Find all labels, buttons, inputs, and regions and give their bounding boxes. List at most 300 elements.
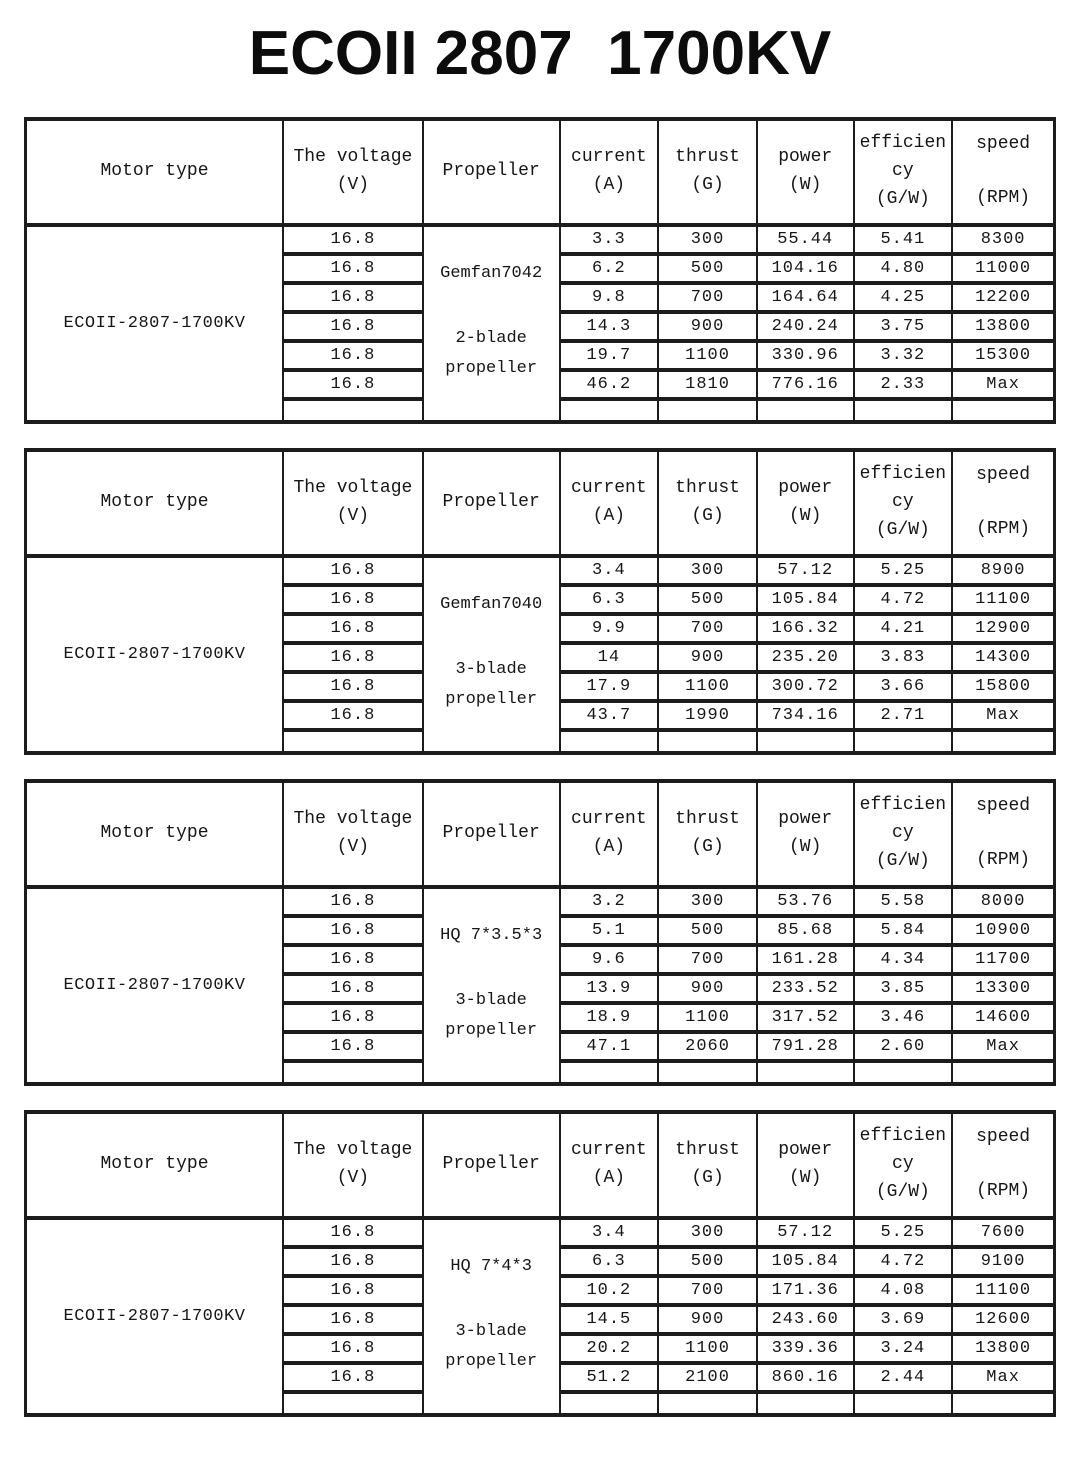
header-speed-line: speed xyxy=(976,134,1031,155)
propeller-name: Gemfan7040 xyxy=(440,595,543,614)
cell-speed: 11100 xyxy=(952,1276,1054,1305)
cell-voltage: 16.8 xyxy=(283,312,423,341)
cell-propeller xyxy=(423,225,560,422)
cell-efficiency: 5.84 xyxy=(854,916,953,945)
empty-cell xyxy=(658,730,757,753)
header-voltage-line: The voltage xyxy=(293,147,413,168)
empty-cell xyxy=(560,399,659,422)
cell-power: 104.16 xyxy=(757,254,854,283)
cell-voltage: 16.8 xyxy=(283,225,423,254)
empty-cell xyxy=(952,730,1054,753)
cell-current: 9.8 xyxy=(560,283,659,312)
propeller-blade-line: 3-blade xyxy=(455,659,527,679)
cell-motor-type: ECOII-2807-1700KV xyxy=(26,1218,283,1415)
header-efficiency-line: efficien xyxy=(859,795,947,816)
header-efficiency-line: cy xyxy=(892,492,914,513)
cell-speed: 15800 xyxy=(952,672,1054,701)
cell-thrust: 1100 xyxy=(658,341,757,370)
header-current-line: (A) xyxy=(592,837,626,857)
header-thrust-line: (G) xyxy=(691,175,724,195)
header-efficiency-line: (G/W) xyxy=(875,1181,930,1202)
cell-power: 233.52 xyxy=(757,974,854,1003)
cell-efficiency: 3.83 xyxy=(854,643,953,672)
cell-motor-type: ECOII-2807-1700KV xyxy=(26,556,283,753)
cell-thrust: 2060 xyxy=(658,1032,757,1061)
header-speed xyxy=(952,119,1054,225)
cell-efficiency: 3.85 xyxy=(854,974,953,1003)
header-efficiency xyxy=(854,450,953,556)
header-row xyxy=(26,119,1054,225)
cell-efficiency: 4.34 xyxy=(854,945,953,974)
header-propeller xyxy=(423,119,560,225)
cell-thrust: 1810 xyxy=(658,370,757,399)
cell-current: 3.3 xyxy=(560,225,659,254)
cell-efficiency: 3.69 xyxy=(854,1305,953,1334)
header-current-line: current xyxy=(571,147,647,168)
cell-speed: 14300 xyxy=(952,643,1054,672)
header-efficiency xyxy=(854,781,953,887)
header-voltage-line: (V) xyxy=(336,837,370,857)
cell-thrust: 1100 xyxy=(658,1334,757,1363)
header-efficiency-line: (G/W) xyxy=(875,188,930,209)
empty-cell xyxy=(658,1061,757,1084)
cell-speed: 12200 xyxy=(952,283,1054,312)
header-voltage-line: (V) xyxy=(336,1168,370,1188)
cell-speed: 11700 xyxy=(952,945,1054,974)
cell-speed: 11000 xyxy=(952,254,1054,283)
cell-speed: Max xyxy=(952,701,1054,730)
header-efficiency-line: (G/W) xyxy=(875,519,930,540)
cell-thrust: 500 xyxy=(658,916,757,945)
header-voltage xyxy=(283,119,423,225)
empty-cell xyxy=(952,1061,1054,1084)
cell-speed: 10900 xyxy=(952,916,1054,945)
cell-efficiency: 2.60 xyxy=(854,1032,953,1061)
cell-current: 6.3 xyxy=(560,585,659,614)
cell-speed: 9100 xyxy=(952,1247,1054,1276)
header-current-line: (A) xyxy=(592,506,626,526)
motor-spec-table xyxy=(24,1110,1056,1417)
cell-efficiency: 4.25 xyxy=(854,283,953,312)
cell-power: 330.96 xyxy=(757,341,854,370)
table-row xyxy=(26,887,1054,916)
empty-cell xyxy=(283,1061,423,1084)
cell-efficiency: 4.72 xyxy=(854,1247,953,1276)
cell-power: 57.12 xyxy=(757,1218,854,1247)
empty-cell xyxy=(757,730,854,753)
cell-voltage: 16.8 xyxy=(283,1003,423,1032)
propeller-blade-line: 3-blade xyxy=(455,1321,527,1341)
header-propeller-line: Propeller xyxy=(442,492,540,513)
cell-efficiency: 3.32 xyxy=(854,341,953,370)
header-thrust xyxy=(658,1112,757,1218)
header-thrust-line: (G) xyxy=(691,506,724,526)
cell-power: 235.20 xyxy=(757,643,854,672)
empty-cell xyxy=(560,1392,659,1415)
header-thrust-line: thrust xyxy=(675,1140,740,1161)
cell-voltage: 16.8 xyxy=(283,916,423,945)
cell-thrust: 2100 xyxy=(658,1363,757,1392)
empty-cell xyxy=(854,1061,953,1084)
empty-cell xyxy=(560,1061,659,1084)
cell-current: 3.4 xyxy=(560,556,659,585)
cell-voltage: 16.8 xyxy=(283,370,423,399)
cell-voltage: 16.8 xyxy=(283,672,423,701)
motor-spec-table xyxy=(24,779,1056,1086)
header-motor-line: Motor type xyxy=(100,1154,209,1175)
header-efficiency-line: cy xyxy=(892,1154,914,1175)
header-voltage xyxy=(283,1112,423,1218)
motor-spec-table xyxy=(24,117,1056,424)
propeller-blade-line: propeller xyxy=(445,690,538,710)
cell-thrust: 500 xyxy=(658,585,757,614)
propeller-blade-line: 3-blade xyxy=(455,990,527,1010)
cell-power: 240.24 xyxy=(757,312,854,341)
header-efficiency xyxy=(854,119,953,225)
header-voltage xyxy=(283,450,423,556)
cell-current: 47.1 xyxy=(560,1032,659,1061)
empty-cell xyxy=(283,730,423,753)
cell-voltage: 16.8 xyxy=(283,887,423,916)
cell-thrust: 700 xyxy=(658,283,757,312)
header-power-line: (W) xyxy=(789,1168,822,1188)
cell-power: 53.76 xyxy=(757,887,854,916)
cell-thrust: 1100 xyxy=(658,1003,757,1032)
cell-thrust: 900 xyxy=(658,312,757,341)
cell-power: 791.28 xyxy=(757,1032,854,1061)
header-current xyxy=(560,1112,659,1218)
cell-power: 57.12 xyxy=(757,556,854,585)
header-power xyxy=(757,1112,854,1218)
header-thrust-line: thrust xyxy=(675,147,740,168)
header-row xyxy=(26,450,1054,556)
spec-table-2 xyxy=(24,448,1056,755)
cell-speed: 15300 xyxy=(952,341,1054,370)
cell-power: 85.68 xyxy=(757,916,854,945)
header-thrust-line: (G) xyxy=(691,837,724,857)
cell-thrust: 300 xyxy=(658,1218,757,1247)
cell-speed: 8000 xyxy=(952,887,1054,916)
header-current-line: current xyxy=(571,809,647,830)
header-motor xyxy=(26,781,283,887)
header-propeller xyxy=(423,781,560,887)
header-motor xyxy=(26,119,283,225)
motor-spec-table xyxy=(24,448,1056,755)
header-row xyxy=(26,1112,1054,1218)
cell-current: 14 xyxy=(560,643,659,672)
cell-power: 317.52 xyxy=(757,1003,854,1032)
header-power xyxy=(757,450,854,556)
header-power-line: (W) xyxy=(789,175,822,195)
header-voltage-line: The voltage xyxy=(293,809,413,830)
cell-speed: 8300 xyxy=(952,225,1054,254)
cell-voltage: 16.8 xyxy=(283,556,423,585)
cell-current: 43.7 xyxy=(560,701,659,730)
cell-speed: 13800 xyxy=(952,312,1054,341)
empty-cell xyxy=(757,1061,854,1084)
header-power-line: power xyxy=(778,1140,833,1161)
header-voltage-line: The voltage xyxy=(293,1140,413,1161)
cell-thrust: 900 xyxy=(658,643,757,672)
header-motor xyxy=(26,450,283,556)
header-power-line: power xyxy=(778,147,833,168)
header-current xyxy=(560,781,659,887)
cell-thrust: 1100 xyxy=(658,672,757,701)
header-power-line: (W) xyxy=(789,506,822,526)
cell-current: 46.2 xyxy=(560,370,659,399)
header-propeller-line: Propeller xyxy=(442,161,540,182)
header-speed-line: (RPM) xyxy=(976,519,1031,539)
header-voltage-line: (V) xyxy=(336,175,370,195)
header-speed-line: speed xyxy=(976,1127,1031,1148)
cell-power: 161.28 xyxy=(757,945,854,974)
table-row xyxy=(26,556,1054,585)
header-efficiency-line: efficien xyxy=(859,464,947,485)
empty-cell xyxy=(658,399,757,422)
header-speed-line: speed xyxy=(976,796,1031,817)
spec-table-4 xyxy=(24,1110,1056,1417)
cell-thrust: 900 xyxy=(658,974,757,1003)
cell-propeller xyxy=(423,556,560,753)
cell-voltage: 16.8 xyxy=(283,585,423,614)
cell-voltage: 16.8 xyxy=(283,1334,423,1363)
cell-speed: Max xyxy=(952,1032,1054,1061)
spec-table-3 xyxy=(24,779,1056,1086)
header-motor xyxy=(26,1112,283,1218)
cell-motor-type: ECOII-2807-1700KV xyxy=(26,887,283,1084)
header-power-line: (W) xyxy=(789,837,822,857)
cell-voltage: 16.8 xyxy=(283,945,423,974)
cell-voltage: 16.8 xyxy=(283,1218,423,1247)
header-voltage-line: (V) xyxy=(336,506,370,526)
header-speed-line: (RPM) xyxy=(976,188,1031,208)
cell-efficiency: 2.44 xyxy=(854,1363,953,1392)
cell-speed: 13300 xyxy=(952,974,1054,1003)
cell-power: 171.36 xyxy=(757,1276,854,1305)
cell-voltage: 16.8 xyxy=(283,283,423,312)
cell-thrust: 300 xyxy=(658,225,757,254)
header-efficiency-line: cy xyxy=(892,823,914,844)
cell-current: 19.7 xyxy=(560,341,659,370)
header-voltage-line: The voltage xyxy=(293,478,413,499)
propeller-blade-type xyxy=(424,1317,559,1378)
cell-power: 860.16 xyxy=(757,1363,854,1392)
cell-thrust: 300 xyxy=(658,556,757,585)
cell-current: 20.2 xyxy=(560,1334,659,1363)
empty-cell xyxy=(854,730,953,753)
cell-speed: 14600 xyxy=(952,1003,1054,1032)
cell-speed: 13800 xyxy=(952,1334,1054,1363)
header-efficiency-line: efficien xyxy=(859,1126,947,1147)
cell-voltage: 16.8 xyxy=(283,254,423,283)
cell-efficiency: 5.25 xyxy=(854,1218,953,1247)
table-row xyxy=(26,225,1054,254)
cell-thrust: 900 xyxy=(658,1305,757,1334)
header-speed-line: speed xyxy=(976,465,1031,486)
header-propeller xyxy=(423,450,560,556)
header-current-line: current xyxy=(571,478,647,499)
header-power-line: power xyxy=(778,478,833,499)
empty-cell xyxy=(658,1392,757,1415)
cell-efficiency: 4.72 xyxy=(854,585,953,614)
cell-current: 14.5 xyxy=(560,1305,659,1334)
propeller-blade-type xyxy=(424,986,559,1047)
cell-speed: 7600 xyxy=(952,1218,1054,1247)
header-row xyxy=(26,781,1054,887)
cell-efficiency: 2.71 xyxy=(854,701,953,730)
cell-thrust: 500 xyxy=(658,1247,757,1276)
cell-current: 9.9 xyxy=(560,614,659,643)
propeller-blade-line: propeller xyxy=(445,359,538,379)
cell-power: 166.32 xyxy=(757,614,854,643)
cell-voltage: 16.8 xyxy=(283,1032,423,1061)
header-motor-line: Motor type xyxy=(100,823,209,844)
cell-voltage: 16.8 xyxy=(283,614,423,643)
header-thrust xyxy=(658,450,757,556)
cell-efficiency: 4.80 xyxy=(854,254,953,283)
cell-current: 17.9 xyxy=(560,672,659,701)
cell-voltage: 16.8 xyxy=(283,1276,423,1305)
empty-cell xyxy=(283,399,423,422)
header-thrust-line: thrust xyxy=(675,809,740,830)
spec-table-1 xyxy=(24,117,1056,424)
cell-motor-type: ECOII-2807-1700KV xyxy=(26,225,283,422)
cell-thrust: 700 xyxy=(658,945,757,974)
cell-speed: Max xyxy=(952,370,1054,399)
cell-propeller xyxy=(423,887,560,1084)
header-power xyxy=(757,781,854,887)
cell-current: 9.6 xyxy=(560,945,659,974)
empty-cell xyxy=(560,730,659,753)
header-speed-line: (RPM) xyxy=(976,1181,1031,1201)
header-current-line: (A) xyxy=(592,1168,626,1188)
cell-voltage: 16.8 xyxy=(283,1363,423,1392)
cell-thrust: 1990 xyxy=(658,701,757,730)
cell-efficiency: 3.46 xyxy=(854,1003,953,1032)
cell-voltage: 16.8 xyxy=(283,341,423,370)
header-efficiency-line: efficien xyxy=(859,133,947,154)
cell-current: 18.9 xyxy=(560,1003,659,1032)
cell-power: 339.36 xyxy=(757,1334,854,1363)
empty-cell xyxy=(952,399,1054,422)
cell-current: 3.4 xyxy=(560,1218,659,1247)
cell-efficiency: 5.41 xyxy=(854,225,953,254)
page-title: ECOII 2807 1700KV xyxy=(248,19,832,88)
header-efficiency-line: cy xyxy=(892,161,914,182)
cell-thrust: 700 xyxy=(658,614,757,643)
propeller-name: HQ 7*4*3 xyxy=(450,1257,532,1276)
propeller-blade-line: propeller xyxy=(445,1352,538,1372)
cell-voltage: 16.8 xyxy=(283,974,423,1003)
cell-efficiency: 5.58 xyxy=(854,887,953,916)
header-current-line: (A) xyxy=(592,175,626,195)
cell-speed: 8900 xyxy=(952,556,1054,585)
propeller-blade-type xyxy=(424,324,559,385)
cell-efficiency: 3.24 xyxy=(854,1334,953,1363)
header-thrust xyxy=(658,119,757,225)
tables-container xyxy=(24,117,1056,1417)
propeller-blade-type xyxy=(424,655,559,716)
header-power xyxy=(757,119,854,225)
cell-efficiency: 4.08 xyxy=(854,1276,953,1305)
header-current-line: current xyxy=(571,1140,647,1161)
cell-current: 3.2 xyxy=(560,887,659,916)
header-efficiency-line: (G/W) xyxy=(875,850,930,871)
header-power-line: power xyxy=(778,809,833,830)
header-voltage xyxy=(283,781,423,887)
cell-voltage: 16.8 xyxy=(283,701,423,730)
cell-current: 51.2 xyxy=(560,1363,659,1392)
cell-power: 243.60 xyxy=(757,1305,854,1334)
cell-thrust: 700 xyxy=(658,1276,757,1305)
header-speed xyxy=(952,1112,1054,1218)
empty-cell xyxy=(283,1392,423,1415)
empty-cell xyxy=(757,1392,854,1415)
cell-current: 6.2 xyxy=(560,254,659,283)
empty-cell xyxy=(854,399,953,422)
cell-speed: 12900 xyxy=(952,614,1054,643)
cell-speed: 11100 xyxy=(952,585,1054,614)
header-thrust-line: thrust xyxy=(675,478,740,499)
cell-efficiency: 2.33 xyxy=(854,370,953,399)
header-motor-line: Motor type xyxy=(100,492,209,513)
cell-speed: 12600 xyxy=(952,1305,1054,1334)
empty-cell xyxy=(854,1392,953,1415)
header-current xyxy=(560,450,659,556)
cell-voltage: 16.8 xyxy=(283,1305,423,1334)
empty-cell xyxy=(952,1392,1054,1415)
cell-thrust: 500 xyxy=(658,254,757,283)
header-speed xyxy=(952,781,1054,887)
header-current xyxy=(560,119,659,225)
header-thrust-line: (G) xyxy=(691,1168,724,1188)
cell-current: 5.1 xyxy=(560,916,659,945)
cell-current: 6.3 xyxy=(560,1247,659,1276)
header-speed-line: (RPM) xyxy=(976,850,1031,870)
cell-current: 10.2 xyxy=(560,1276,659,1305)
header-propeller xyxy=(423,1112,560,1218)
cell-power: 55.44 xyxy=(757,225,854,254)
cell-efficiency: 3.66 xyxy=(854,672,953,701)
cell-speed: Max xyxy=(952,1363,1054,1392)
propeller-blade-line: 2-blade xyxy=(455,328,527,348)
header-motor-line: Motor type xyxy=(100,161,209,182)
cell-thrust: 300 xyxy=(658,887,757,916)
cell-power: 164.64 xyxy=(757,283,854,312)
cell-propeller xyxy=(423,1218,560,1415)
header-propeller-line: Propeller xyxy=(442,823,540,844)
propeller-blade-line: propeller xyxy=(445,1021,538,1041)
cell-power: 776.16 xyxy=(757,370,854,399)
cell-power: 734.16 xyxy=(757,701,854,730)
cell-efficiency: 4.21 xyxy=(854,614,953,643)
cell-efficiency: 3.75 xyxy=(854,312,953,341)
header-speed xyxy=(952,450,1054,556)
cell-voltage: 16.8 xyxy=(283,1247,423,1276)
propeller-name: HQ 7*3.5*3 xyxy=(440,926,543,945)
cell-power: 105.84 xyxy=(757,1247,854,1276)
cell-current: 14.3 xyxy=(560,312,659,341)
cell-power: 300.72 xyxy=(757,672,854,701)
header-efficiency xyxy=(854,1112,953,1218)
header-propeller-line: Propeller xyxy=(442,1154,540,1175)
cell-power: 105.84 xyxy=(757,585,854,614)
propeller-name: Gemfan7042 xyxy=(440,264,543,283)
cell-current: 13.9 xyxy=(560,974,659,1003)
cell-voltage: 16.8 xyxy=(283,643,423,672)
cell-efficiency: 5.25 xyxy=(854,556,953,585)
header-thrust xyxy=(658,781,757,887)
